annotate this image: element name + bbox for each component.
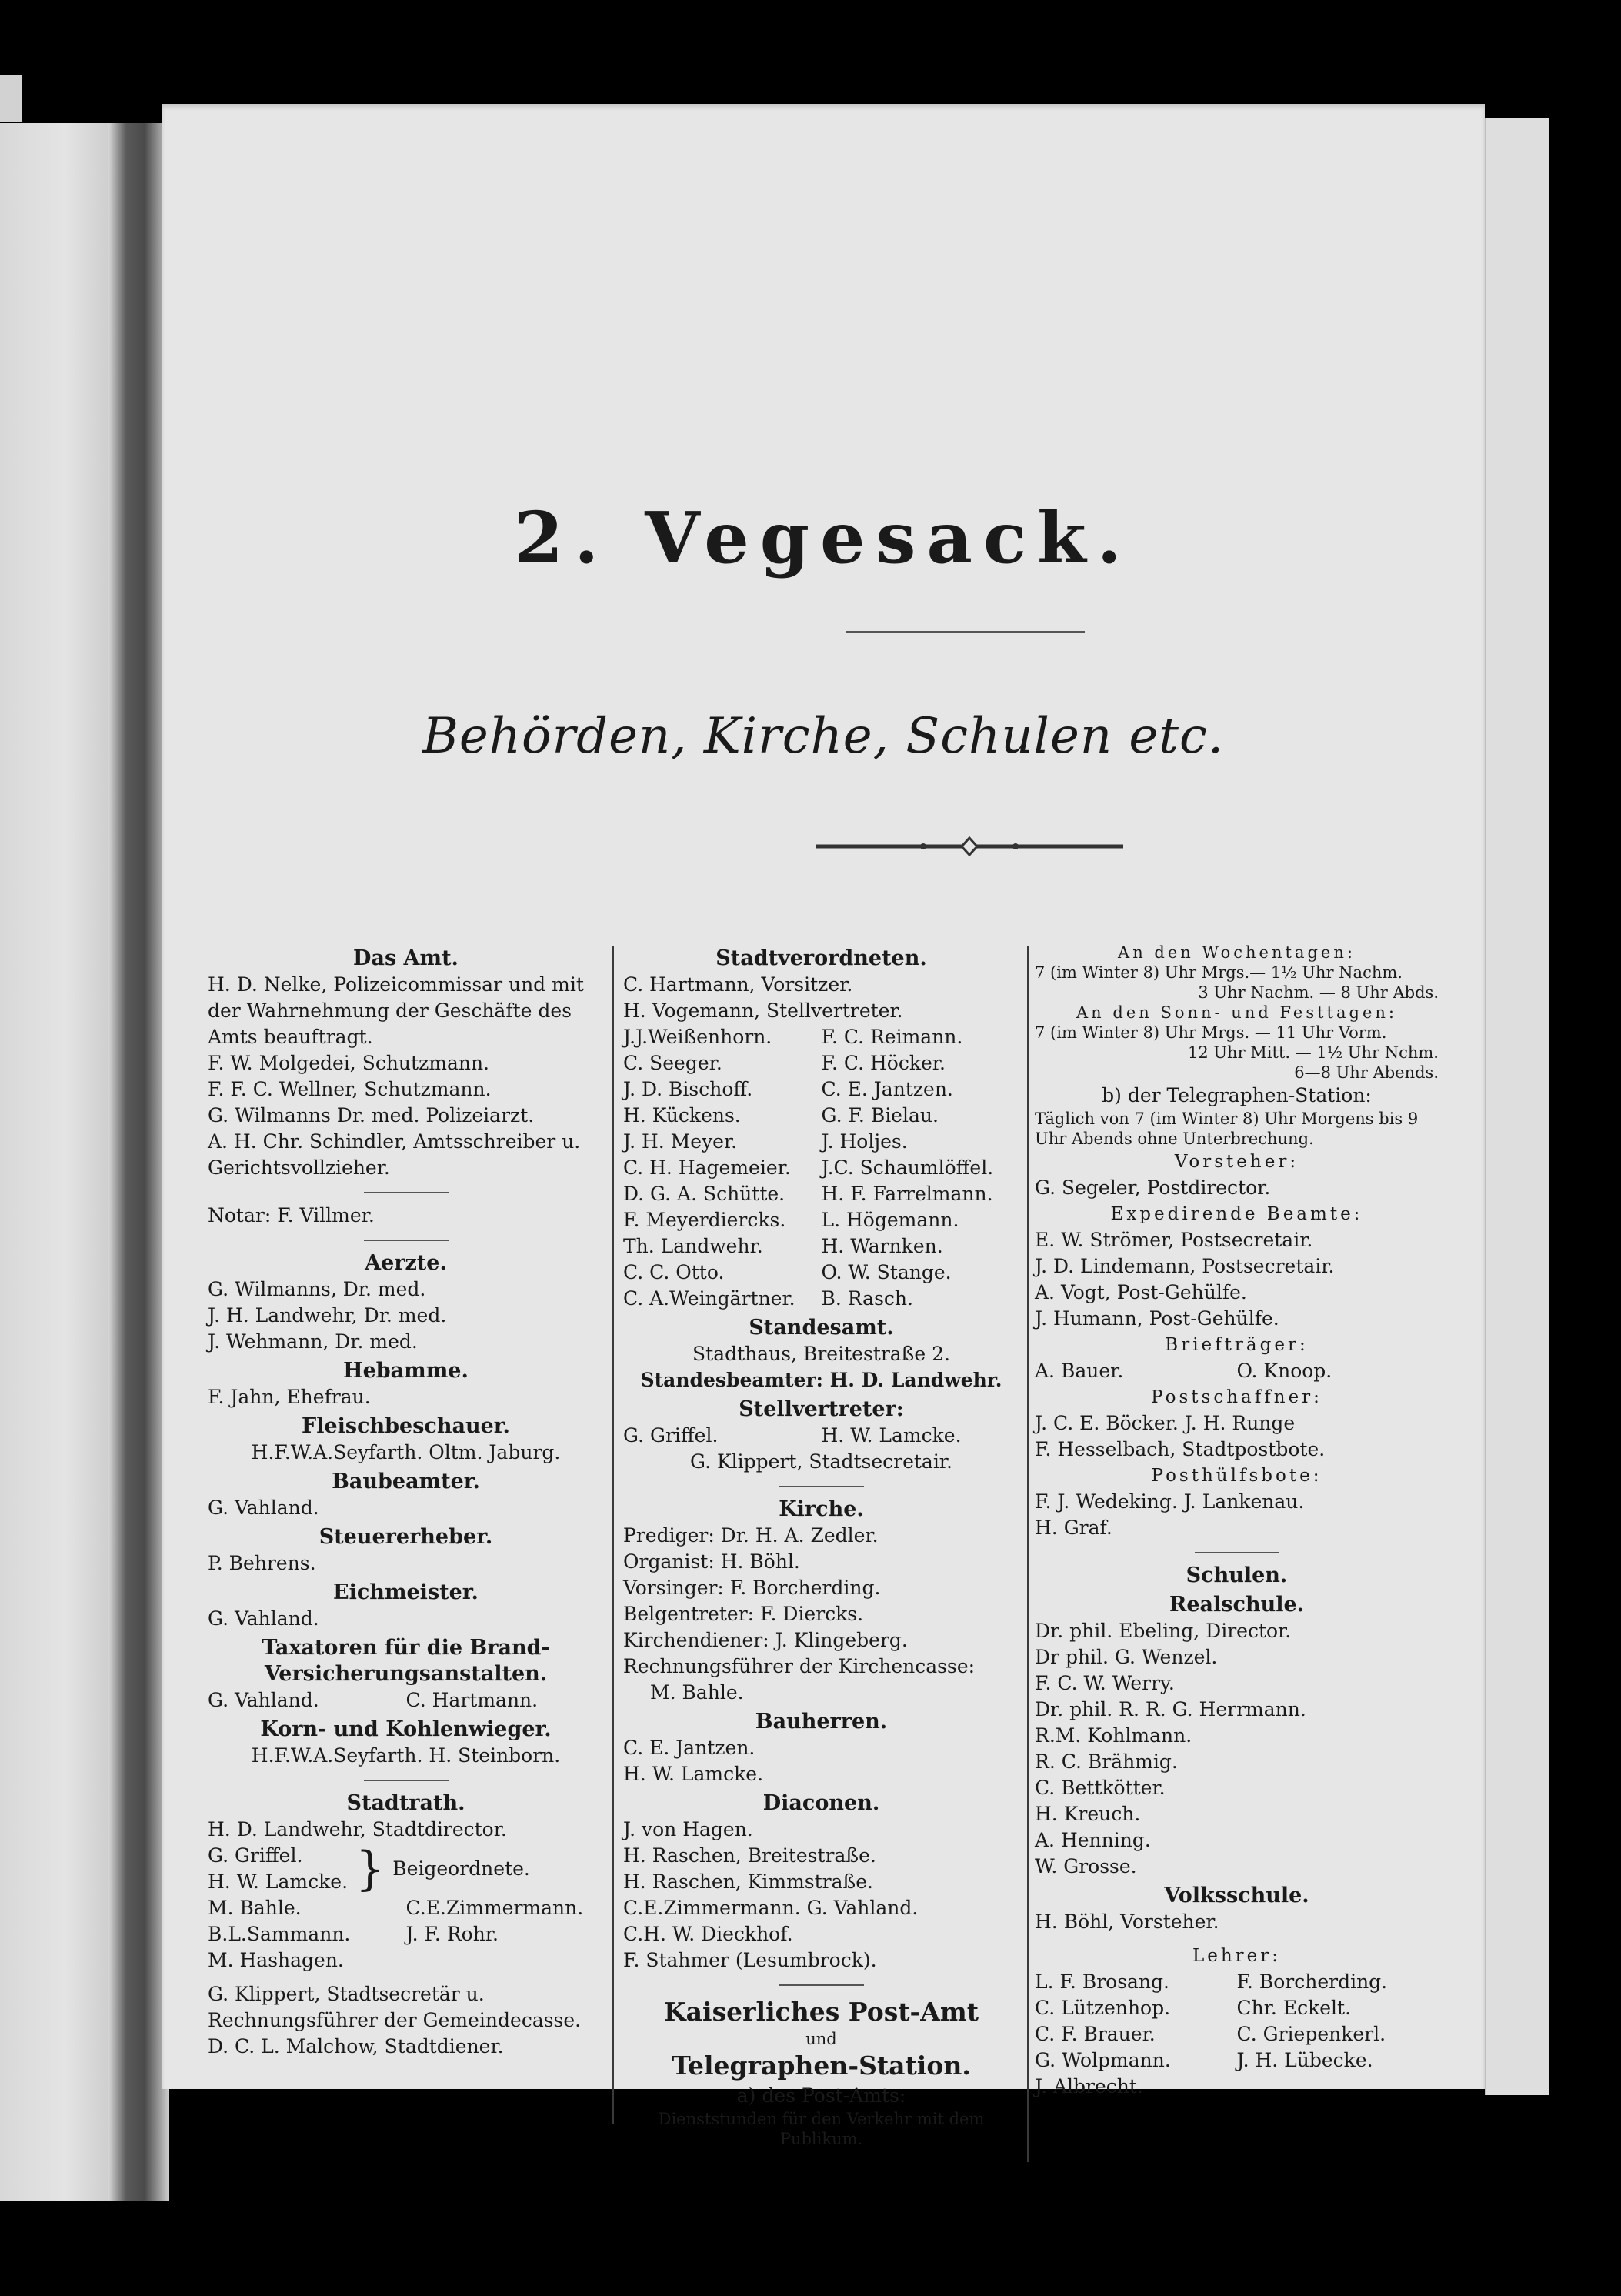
- post-staff-entry: F. J. Wedeking. J. Lankenau.: [1035, 1490, 1305, 1513]
- member-name: C. A.Weingärtner.: [623, 1287, 795, 1310]
- fleischbeschauer-entry: H.F.W.A.Seyfarth. Oltm. Jaburg.: [251, 1441, 561, 1463]
- post-a-text: Dienststunden für den Verkehr mit dem Publikum.: [658, 2110, 985, 2148]
- member-name: C. C. Otto.: [623, 1261, 725, 1283]
- hours-line: 3 Uhr Nachm. — 8 Uhr Abds.: [1198, 983, 1439, 1002]
- member-name: C. H. Hagemeier.: [623, 1156, 791, 1179]
- hours-line: 6—8 Uhr Abends.: [1294, 1063, 1439, 1082]
- post-heading-2: Telegraphen-Station.: [672, 2051, 971, 2081]
- stadtverordnete-row: [623, 1286, 1019, 1312]
- diacon-entry: H. Raschen, Kimmstraße.: [623, 1871, 873, 1893]
- member-name: L. Högemann.: [821, 1209, 959, 1231]
- taxator-name: C. Hartmann.: [405, 1689, 539, 1711]
- telegraph-text: Täglich von 7 (im Winter 8) Uhr Morgens bis 9 Uhr Abends ohne Unterbrechung.: [1035, 1110, 1419, 1148]
- teacher-entry: H. Kreuch.: [1035, 1803, 1141, 1825]
- member-name: M. Hashagen.: [208, 1949, 344, 1971]
- member-name: J. H. Meyer.: [623, 1130, 738, 1153]
- vorsteher-heading: Vorsteher:: [1174, 1152, 1299, 1172]
- section-heading-steuererheber: Steuererheber.: [319, 1525, 493, 1549]
- post-staff-entry: H. Graf.: [1035, 1517, 1112, 1539]
- member-name: [406, 1947, 605, 1974]
- section-heading-amt: Das Amt.: [353, 946, 459, 970]
- diacon-entry: C.E.Zimmermann. G. Vahland.: [623, 1897, 919, 1919]
- standesamt-address: Stadthaus, Breitestraße 2.: [692, 1343, 950, 1365]
- sonntage-heading: An den Sonn- und Festtagen:: [1076, 1003, 1397, 1022]
- beigeordnete-label: Beigeordnete.: [392, 1857, 530, 1880]
- member-name: F. C. Höcker.: [821, 1052, 946, 1074]
- member-name: J. F. Rohr.: [405, 1923, 499, 1945]
- expedirende-heading: Expedirende Beamte:: [1110, 1204, 1363, 1224]
- stadtverordnete-row: [623, 1155, 1019, 1181]
- standesbeamter: Standesbeamter: H. D. Landwehr.: [640, 1369, 1002, 1391]
- stadtrath-row: [208, 1895, 604, 1921]
- stadtrath-row: [208, 1947, 604, 1974]
- stadtverordnete-row: [623, 1103, 1019, 1129]
- section-heading-standesamt: Standesamt.: [749, 1316, 894, 1340]
- stellvertreter-row: [623, 1423, 1019, 1449]
- telegraph-heading: b) der Telegraphen-Station:: [1102, 1084, 1372, 1106]
- member-name: B. Rasch.: [821, 1287, 913, 1310]
- section-heading-schulen: Schulen.: [1186, 1563, 1288, 1587]
- post-staff-entry: A. Vogt, Post-Gehülfe.: [1035, 1281, 1247, 1303]
- teacher-name: J. H. Lübecke.: [1236, 2049, 1373, 2071]
- postschaffner-heading: Postschaffner:: [1151, 1387, 1322, 1407]
- hebamme-entry: F. Jahn, Ehefrau.: [208, 1386, 371, 1408]
- member-name: C.E.Zimmermann.: [405, 1897, 584, 1919]
- section-heading-taxatoren: Taxatoren für die Brand-Versicherungsanstalten.: [262, 1636, 550, 1686]
- stadtverordnete-row: [623, 1076, 1019, 1103]
- teacher-entry: A. Henning.: [1035, 1829, 1151, 1851]
- left-page-stack: [0, 75, 22, 122]
- kirche-entry: Prediger: Dr. H. A. Zedler.: [623, 1524, 879, 1547]
- teacher-entry: Dr phil. G. Wenzel.: [1035, 1646, 1218, 1668]
- aerzte-entry: G. Wilmanns, Dr. med.: [208, 1278, 426, 1300]
- lehrer-row: [1035, 2074, 1439, 2100]
- eichmeister-entry: G. Vahland.: [208, 1607, 319, 1630]
- lehrer-row: [1035, 1969, 1439, 1995]
- section-heading-eichmeister: Eichmeister.: [333, 1580, 479, 1604]
- diacon-entry: J. von Hagen.: [623, 1818, 753, 1840]
- separator: [364, 1780, 449, 1781]
- teacher-name: Chr. Eckelt.: [1236, 1997, 1352, 2019]
- teacher-entry: R. C. Brähmig.: [1035, 1750, 1178, 1773]
- member-name: M. Bahle.: [208, 1897, 302, 1919]
- member-name: G. Griffel.: [623, 1424, 719, 1447]
- section-heading-volksschule: Volksschule.: [1164, 1884, 1309, 1907]
- notar-entry: Notar: F. Villmer.: [208, 1204, 375, 1226]
- section-heading-kirche: Kirche.: [779, 1497, 864, 1521]
- member-name: C. Seeger.: [623, 1052, 722, 1074]
- aerzte-entry: J. H. Landwehr, Dr. med.: [208, 1304, 447, 1327]
- separator: [364, 1240, 449, 1241]
- separator: [364, 1192, 449, 1193]
- stadtverordnete-row: [623, 1233, 1019, 1260]
- teacher-entry: Dr. phil. R. R. G. Herrmann.: [1035, 1698, 1306, 1720]
- amt-entry: F. W. Molgedei, Schutzmann.: [208, 1052, 490, 1074]
- document-page: [162, 104, 1485, 2148]
- post-a-heading: a) des Post-Amts:: [736, 2084, 906, 2107]
- brieftraeger-heading: Briefträger:: [1165, 1335, 1309, 1355]
- amt-entry: A. H. Chr. Schindler, Amtsschreiber u. Gerichtsvollzieher.: [208, 1130, 581, 1179]
- aerzte-entry: J. Wehmann, Dr. med.: [208, 1330, 418, 1353]
- kirche-entry: Organist: H. Böhl.: [623, 1550, 800, 1573]
- member-name: J. Holjes.: [821, 1130, 908, 1153]
- taxatoren-row: [208, 1687, 604, 1714]
- section-heading-baubeamter: Baubeamter.: [332, 1470, 480, 1493]
- separator: [779, 1486, 864, 1487]
- member-name: C. E. Jantzen.: [821, 1078, 953, 1100]
- stadtverordnete-row: [623, 1129, 1019, 1155]
- stadtverordnete-row: [623, 1260, 1019, 1286]
- section-heading-diaconen: Diaconen.: [762, 1791, 880, 1815]
- volksschule-vorsteher: H. Böhl, Vorsteher.: [1035, 1911, 1219, 1933]
- posthuelfsbote-heading: Posthülfsbote:: [1151, 1466, 1322, 1486]
- kirche-entry: Vorsinger: F. Borcherding.: [623, 1577, 881, 1599]
- section-heading-korn: Korn- und Kohlenwieger.: [260, 1717, 552, 1741]
- section-heading-fleischbeschauer: Fleischbeschauer.: [302, 1414, 510, 1438]
- lehrer-row: [1035, 2047, 1439, 2074]
- korn-entry: H.F.W.A.Seyfarth. H. Steinborn.: [251, 1744, 561, 1767]
- teacher-entry: F. C. W. Werry.: [1035, 1672, 1175, 1694]
- teacher-name: J. Albrecht.: [1035, 2075, 1143, 2097]
- stadtrath-klippert: G. Klippert, Stadtsecretär u. Rechnungsführer der Gemeindecasse.: [208, 1983, 582, 2031]
- hours-line: 7 (im Winter 8) Uhr Mrgs. — 11 Uhr Vorm.: [1035, 1023, 1387, 1042]
- member-name: H. F. Farrelmann.: [821, 1183, 993, 1205]
- member-name: A. Bauer.: [1035, 1360, 1124, 1382]
- post-staff-entry: J. Humann, Post-Gehülfe.: [1035, 1307, 1279, 1330]
- section-heading-stellvertreter: Stellvertreter:: [739, 1397, 904, 1421]
- member-name: B.L.Sammann.: [208, 1923, 351, 1945]
- section-heading-stadtrath: Stadtrath.: [346, 1791, 465, 1815]
- kirche-entry: M. Bahle.: [650, 1681, 744, 1704]
- kirche-entry: Kirchendiener: J. Klingeberg.: [623, 1629, 908, 1651]
- separator: [779, 1984, 864, 1986]
- page-title: 2. Vegesack.: [514, 496, 1132, 579]
- beigeordnete-group: [208, 1843, 604, 1895]
- stadtverordnete-row: [623, 1024, 1019, 1050]
- member-name: D. G. A. Schütte.: [623, 1183, 785, 1205]
- column-3: [1035, 943, 1439, 2100]
- separator: [1195, 1552, 1279, 1553]
- lehrer-row: [1035, 2021, 1439, 2047]
- teacher-name: C. Griepenkerl.: [1236, 2023, 1386, 2045]
- diacon-entry: H. Raschen, Breitestraße.: [623, 1844, 876, 1867]
- teacher-entry: Dr. phil. Ebeling, Director.: [1035, 1620, 1292, 1642]
- kirche-entry: Belgentreter: F. Diercks.: [623, 1603, 864, 1625]
- column-divider-1: [612, 946, 614, 2124]
- brace-icon: }: [355, 1842, 385, 1896]
- teacher-name: C. F. Brauer.: [1035, 2023, 1156, 2045]
- stadtverordnete-row: [623, 1207, 1019, 1233]
- teacher-name: G. Wolpmann.: [1035, 2049, 1171, 2071]
- baubeamter-entry: G. Vahland.: [208, 1497, 319, 1519]
- post-staff-entry: J. D. Lindemann, Postsecretair.: [1035, 1255, 1335, 1277]
- section-heading-bauherren: Bauherren.: [755, 1710, 888, 1734]
- member-name: H. Warnken.: [821, 1235, 943, 1257]
- stadtrath-director: H. D. Landwehr, Stadtdirector.: [208, 1818, 507, 1840]
- teacher-entry: W. Grosse.: [1035, 1855, 1137, 1877]
- column-1: [208, 943, 604, 2060]
- post-staff-entry: E. W. Strömer, Postsecretair.: [1035, 1229, 1313, 1251]
- column-divider-2: [1027, 946, 1029, 2162]
- lehrer-row: [1035, 1995, 1439, 2021]
- section-heading-realschule: Realschule.: [1169, 1593, 1305, 1617]
- member-name: Th. Landwehr.: [623, 1235, 763, 1257]
- stadtrath-row: [208, 1921, 604, 1947]
- amt-entry: F. F. C. Wellner, Schutzmann.: [208, 1078, 492, 1100]
- stadtverordneter-entry: C. Hartmann, Vorsitzer.: [623, 973, 853, 996]
- book-gutter: [108, 123, 169, 2201]
- ornament-divider-icon: [816, 835, 1123, 858]
- member-name: G. F. Bielau.: [821, 1104, 939, 1126]
- beigeordneter-name: G. Griffel.: [208, 1844, 303, 1867]
- back-page-edge: [1485, 118, 1549, 2095]
- teacher-entry: R.M. Kohlmann.: [1035, 1724, 1192, 1747]
- teacher-name: L. F. Brosang.: [1035, 1971, 1169, 1993]
- stadtverordnete-row: [623, 1181, 1019, 1207]
- hours-line: 12 Uhr Mitt. — 1½ Uhr Nchm.: [1187, 1043, 1439, 1062]
- member-name: H. W. Lamcke.: [821, 1424, 962, 1447]
- section-heading-stadtverordnete: Stadtverordneten.: [715, 946, 927, 970]
- left-page-edge: [0, 123, 108, 2201]
- diacon-entry: C.H. W. Dieckhof.: [623, 1923, 793, 1945]
- amt-entry: H. D. Nelke, Polizeicommissar und mit der Wahrnehmung der Geschäfte des Amts beauftragt.: [208, 973, 584, 1048]
- bauherr-entry: H. W. Lamcke.: [623, 1763, 764, 1785]
- beigeordneter-name: H. W. Lamcke.: [208, 1871, 349, 1893]
- section-heading-aerzte: Aerzte.: [365, 1251, 447, 1275]
- post-staff-entry: F. Hesselbach, Stadtpostbote.: [1035, 1438, 1326, 1460]
- amt-entry: G. Wilmanns Dr. med. Polizeiarzt.: [208, 1104, 535, 1126]
- taxator-name: G. Vahland.: [208, 1689, 319, 1711]
- teacher-name: F. Borcherding.: [1236, 1971, 1388, 1993]
- member-name: J. D. Bischoff.: [623, 1078, 753, 1100]
- hours-line: 7 (im Winter 8) Uhr Mrgs.— 1½ Uhr Nachm.: [1035, 963, 1403, 982]
- title-rule: [846, 631, 1085, 633]
- column-2: [623, 943, 1019, 2149]
- post-heading-1: Kaiserliches Post-Amt: [663, 1997, 979, 2027]
- member-name: F. C. Reimann.: [821, 1026, 963, 1048]
- wochentage-heading: An den Wochentagen:: [1118, 943, 1356, 962]
- teacher-name: [1237, 2074, 1439, 2100]
- teacher-name: C. Lützenhop.: [1035, 1997, 1171, 2019]
- post-und: und: [805, 2030, 837, 2048]
- teacher-entry: C. Bettkötter.: [1035, 1777, 1166, 1799]
- section-heading-hebamme: Hebamme.: [343, 1359, 469, 1383]
- steuererheber-entry: P. Behrens.: [208, 1552, 316, 1574]
- page-subtitle: Behörden, Kirche, Schulen etc.: [422, 708, 1225, 765]
- standesamt-klippert: G. Klippert, Stadtsecretair.: [690, 1450, 952, 1473]
- brieftraeger-row: [1035, 1358, 1439, 1384]
- bauherr-entry: C. E. Jantzen.: [623, 1737, 755, 1759]
- post-staff-entry: J. C. E. Böcker. J. H. Runge: [1035, 1412, 1296, 1434]
- member-name: J.C. Schaumlöffel.: [821, 1156, 994, 1179]
- member-name: J.J.Weißenhorn.: [623, 1026, 772, 1048]
- stadtrath-diener: D. C. L. Malchow, Stadtdiener.: [208, 2035, 504, 2057]
- diacon-entry: F. Stahmer (Lesumbrock).: [623, 1949, 877, 1971]
- kirche-entry: Rechnungsführer der Kirchencasse:: [623, 1655, 976, 1677]
- member-name: O. Knoop.: [1236, 1360, 1332, 1382]
- lehrer-heading: Lehrer:: [1192, 1946, 1282, 1966]
- vorsteher-entry: G. Segeler, Postdirector.: [1035, 1176, 1271, 1199]
- stadtverordneter-entry: H. Vogemann, Stellvertreter.: [623, 999, 903, 1022]
- member-name: H. Kückens.: [623, 1104, 741, 1126]
- member-name: O. W. Stange.: [821, 1261, 952, 1283]
- member-name: F. Meyerdiercks.: [623, 1209, 786, 1231]
- stadtverordnete-row: [623, 1050, 1019, 1076]
